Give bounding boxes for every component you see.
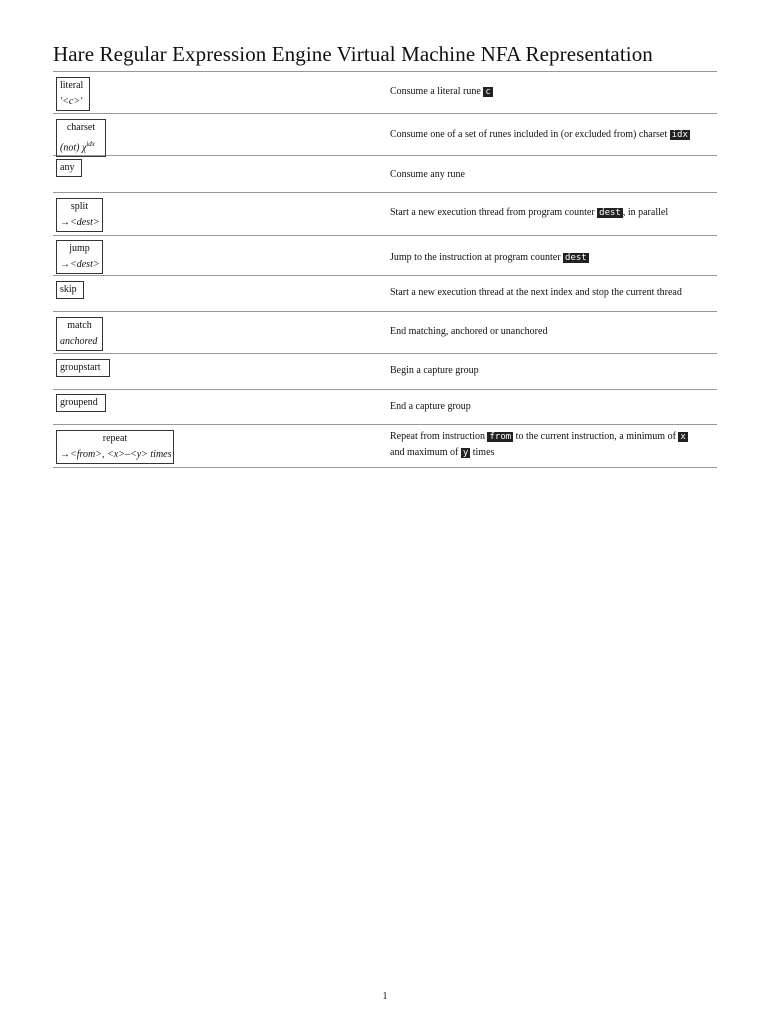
instruction-argument: (not) $\chi^{idx}$ <box>60 140 95 154</box>
instruction-name: skip <box>60 284 77 295</box>
instruction-row <box>53 390 717 425</box>
instruction-name: groupstart <box>60 362 101 373</box>
instruction-description: Begin a capture group <box>390 365 479 376</box>
code-token: idx <box>671 130 688 140</box>
instruction-box <box>56 359 110 377</box>
instruction-argument: '<c>' <box>60 96 83 107</box>
instruction-row <box>53 425 717 468</box>
instruction-box <box>56 430 174 464</box>
code-token: x <box>680 432 686 442</box>
instruction-argument: →<from>, <x>–<y> times <box>60 449 172 460</box>
instruction-box <box>56 198 103 232</box>
instruction-name: match <box>67 320 92 331</box>
code-token: c <box>485 87 491 97</box>
code-token: dest <box>599 208 621 218</box>
instruction-row <box>53 193 717 236</box>
instruction-argument: →<dest> <box>60 217 100 228</box>
instruction-description: Start a new execution thread at the next index and stop the current thread <box>390 287 682 298</box>
instruction-name: charset <box>66 122 96 133</box>
instruction-box <box>56 281 84 299</box>
instruction-description: End matching, anchored or unanchored <box>390 326 548 337</box>
instruction-row <box>53 354 717 390</box>
page-number: 1 <box>382 991 388 1002</box>
instruction-row <box>53 156 717 193</box>
instruction-box <box>56 394 106 412</box>
instruction-name: jump <box>69 243 90 254</box>
instruction-description: Consume a literal rune c <box>390 86 491 97</box>
instruction-description: Consume any rune <box>390 169 465 180</box>
instruction-box <box>56 317 103 351</box>
instruction-box <box>56 240 103 274</box>
instruction-row <box>53 312 717 354</box>
code-token: from <box>489 432 512 442</box>
instruction-name: split <box>70 201 89 212</box>
instruction-box <box>56 77 90 111</box>
instruction-description: Start a new execution thread from program counter dest , in parallel <box>390 207 669 218</box>
instruction-description: End a capture group <box>390 401 471 412</box>
instruction-description: Repeat from instruction from to the current instruction, a minimum of x and maximum of y times <box>390 431 686 458</box>
instruction-name: literal <box>60 80 84 91</box>
instruction-argument: anchored <box>60 336 98 347</box>
instruction-row <box>53 114 717 156</box>
instruction-row <box>53 72 717 114</box>
instruction-description: Consume one of a set of runes included in (or excluded from) charset idx <box>390 129 688 140</box>
code-token: y <box>462 448 469 458</box>
instruction-row <box>53 276 717 312</box>
instruction-box <box>56 159 82 177</box>
instruction-argument: →<dest> <box>60 259 100 270</box>
code-token: dest <box>565 253 587 263</box>
instruction-row <box>53 236 717 276</box>
instruction-name: groupend <box>60 397 98 408</box>
instruction-description: Jump to the instruction at program counter dest <box>390 252 587 263</box>
instruction-box <box>56 119 106 157</box>
instruction-name: repeat <box>102 433 128 444</box>
instruction-table <box>53 71 717 468</box>
instruction-name: any <box>60 162 75 173</box>
page-title: Hare Regular Expression Engine Virtual Machine NFA Representation <box>53 42 653 66</box>
